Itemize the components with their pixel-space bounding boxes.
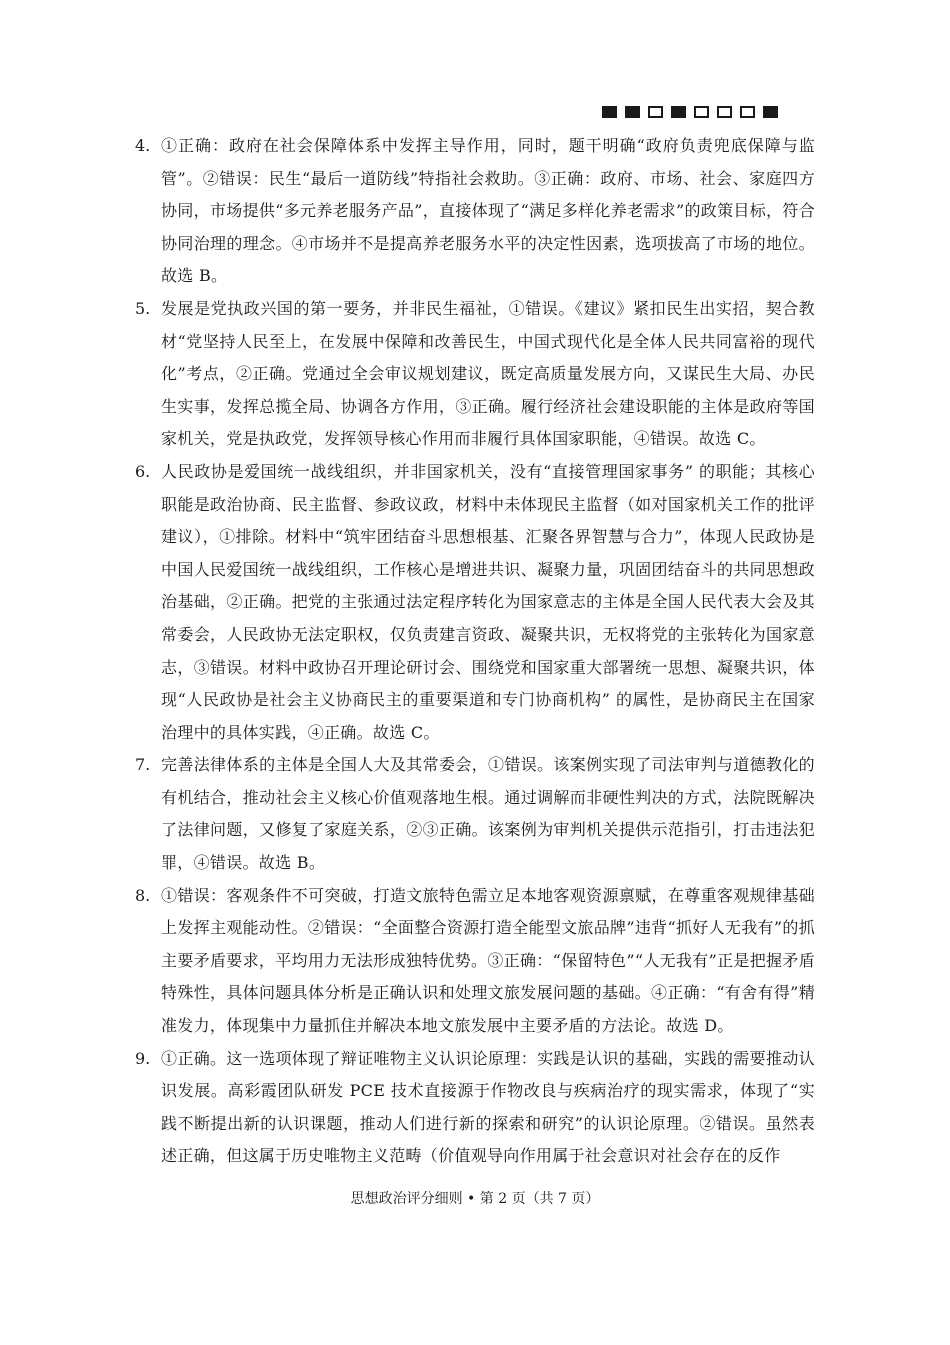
answer-item-9: [135, 1043, 815, 1173]
item-number: 8.: [135, 885, 151, 905]
item-number: 5.: [135, 298, 151, 318]
position-mark: [740, 106, 755, 118]
position-mark: [671, 106, 686, 118]
page-footer: 思想政治评分细则 • 第 2 页（共 7 页）: [350, 1191, 600, 1207]
item-text: ①错误：客观条件不可突破，打造文旅特色需立足本地客观资源禀赋，在尊重客观规律基础上发挥主观能动性。②错误：“全面整合资源打造全能型文旅品牌”违背“抓好人无我有”的抓主要矛盾要求，平均用力无法形成独特优势。③正确：“保留特色”“人无我有”正是把握矛盾特殊性，具体问题具体分析是正确认识和处理文旅发展问题的基础。④正确：“有舍有得”精准发力，体现集中力量抓住并解决本地文旅发展中主要矛盾的方法论。故选 D。: [161, 885, 815, 1036]
item-text: ①正确。这一选项体现了辩证唯物主义认识论原理：实践是认识的基础，实践的需要推动认识发展。高彩霞团队研发 PCE 技术直接源于作物改良与疾病治疗的现实需求，体现了“实践不断提出新的认识课题，推动人们进行新的探索和研究”的认识论原理。②错误。虽然表述正确，但这属于历史唯物主义范畴（价值观导向作用属于社会意识对社会存在的反作: [161, 1048, 815, 1166]
item-number: 9.: [135, 1048, 151, 1068]
item-text: 完善法律体系的主体是全国人大及其常委会，①错误。该案例实现了司法审判与道德教化的有机结合，推动社会主义核心价值观落地生根。通过调解而非硬性判决的方式，法院既解决了法律问题，又修复了家庭关系，②③正确。该案例为审判机关提供示范指引，打击违法犯罪，④错误。故选 B。: [161, 755, 815, 873]
position-mark: [717, 106, 732, 118]
item-number: 6.: [135, 461, 151, 481]
answer-item-8: [135, 880, 815, 1043]
item-number: 4.: [135, 136, 151, 155]
answer-item-5: [135, 293, 815, 456]
position-mark: [694, 106, 709, 118]
page-position-marks: [602, 106, 778, 118]
item-text: ①正确：政府在社会保障体系中发挥主导作用，同时，题干明确“政府负责兜底保障与监管”。②错误：民生“最后一道防线”特指社会救助。③正确：政府、市场、社会、家庭四方协同，市场提供“多元养老服务产品”，直接体现了“满足多样化养老需求”的政策目标，符合协同治理的理念。④市场并不是提高养老服务水平的决定性因素，选项拔高了市场的地位。故选 B。: [161, 136, 815, 286]
answer-item-7: [135, 749, 815, 879]
item-text: 人民政协是爱国统一战线组织，并非国家机关，没有“直接管理国家事务” 的职能；其核心职能是政治协商、民主监督、参政议政，材料中未体现民主监督（如对国家机关工作的批评建议），①排除。材料中“筑牢团结奋斗思想根基、汇聚各界智慧与合力”，体现人民政协是中国人民爱国统一战线组织，工作核心是增进共识、凝聚力量，巩固团结奋斗的共同思想政治基础，②正确。把党的主张通过法定程序转化为国家意志的主体是全国人民代表大会及其常委会，人民政协无法定职权，仅负责建言资政、凝聚共识，无权将党的主张转化为国家意志，③错误。材料中政协召开理论研讨会、围绕党和国家重大部署统一思想、凝聚共识，体现“人民政协是社会主义协商民主的重要渠道和专门协商机构” 的属性，是协商民主在国家治理中的具体实践，④正确。故选 C。: [161, 461, 815, 742]
position-mark: [602, 106, 617, 118]
position-mark: [625, 106, 640, 118]
answer-item-6: [135, 456, 815, 749]
answer-explanations: [135, 130, 815, 1173]
answer-item-4: [135, 130, 815, 293]
item-number: 7.: [135, 755, 151, 775]
position-mark: [763, 106, 778, 118]
item-text: 发展是党执政兴国的第一要务，并非民生福祉，①错误。《建议》紧扣民生出实招，契合教材“党坚持人民至上，在发展中保障和改善民生，中国式现代化是全体人民共同富裕的现代化”考点，②正确。党通过全会审议规划建议，既定高质量发展方向，又谋民生大局、办民生实事，发挥总揽全局、协调各方作用，③正确。履行经济社会建设职能的主体是政府等国家机关，党是执政党，发挥领导核心作用而非履行具体国家职能，④错误。故选 C。: [161, 298, 815, 449]
position-mark: [648, 106, 663, 118]
